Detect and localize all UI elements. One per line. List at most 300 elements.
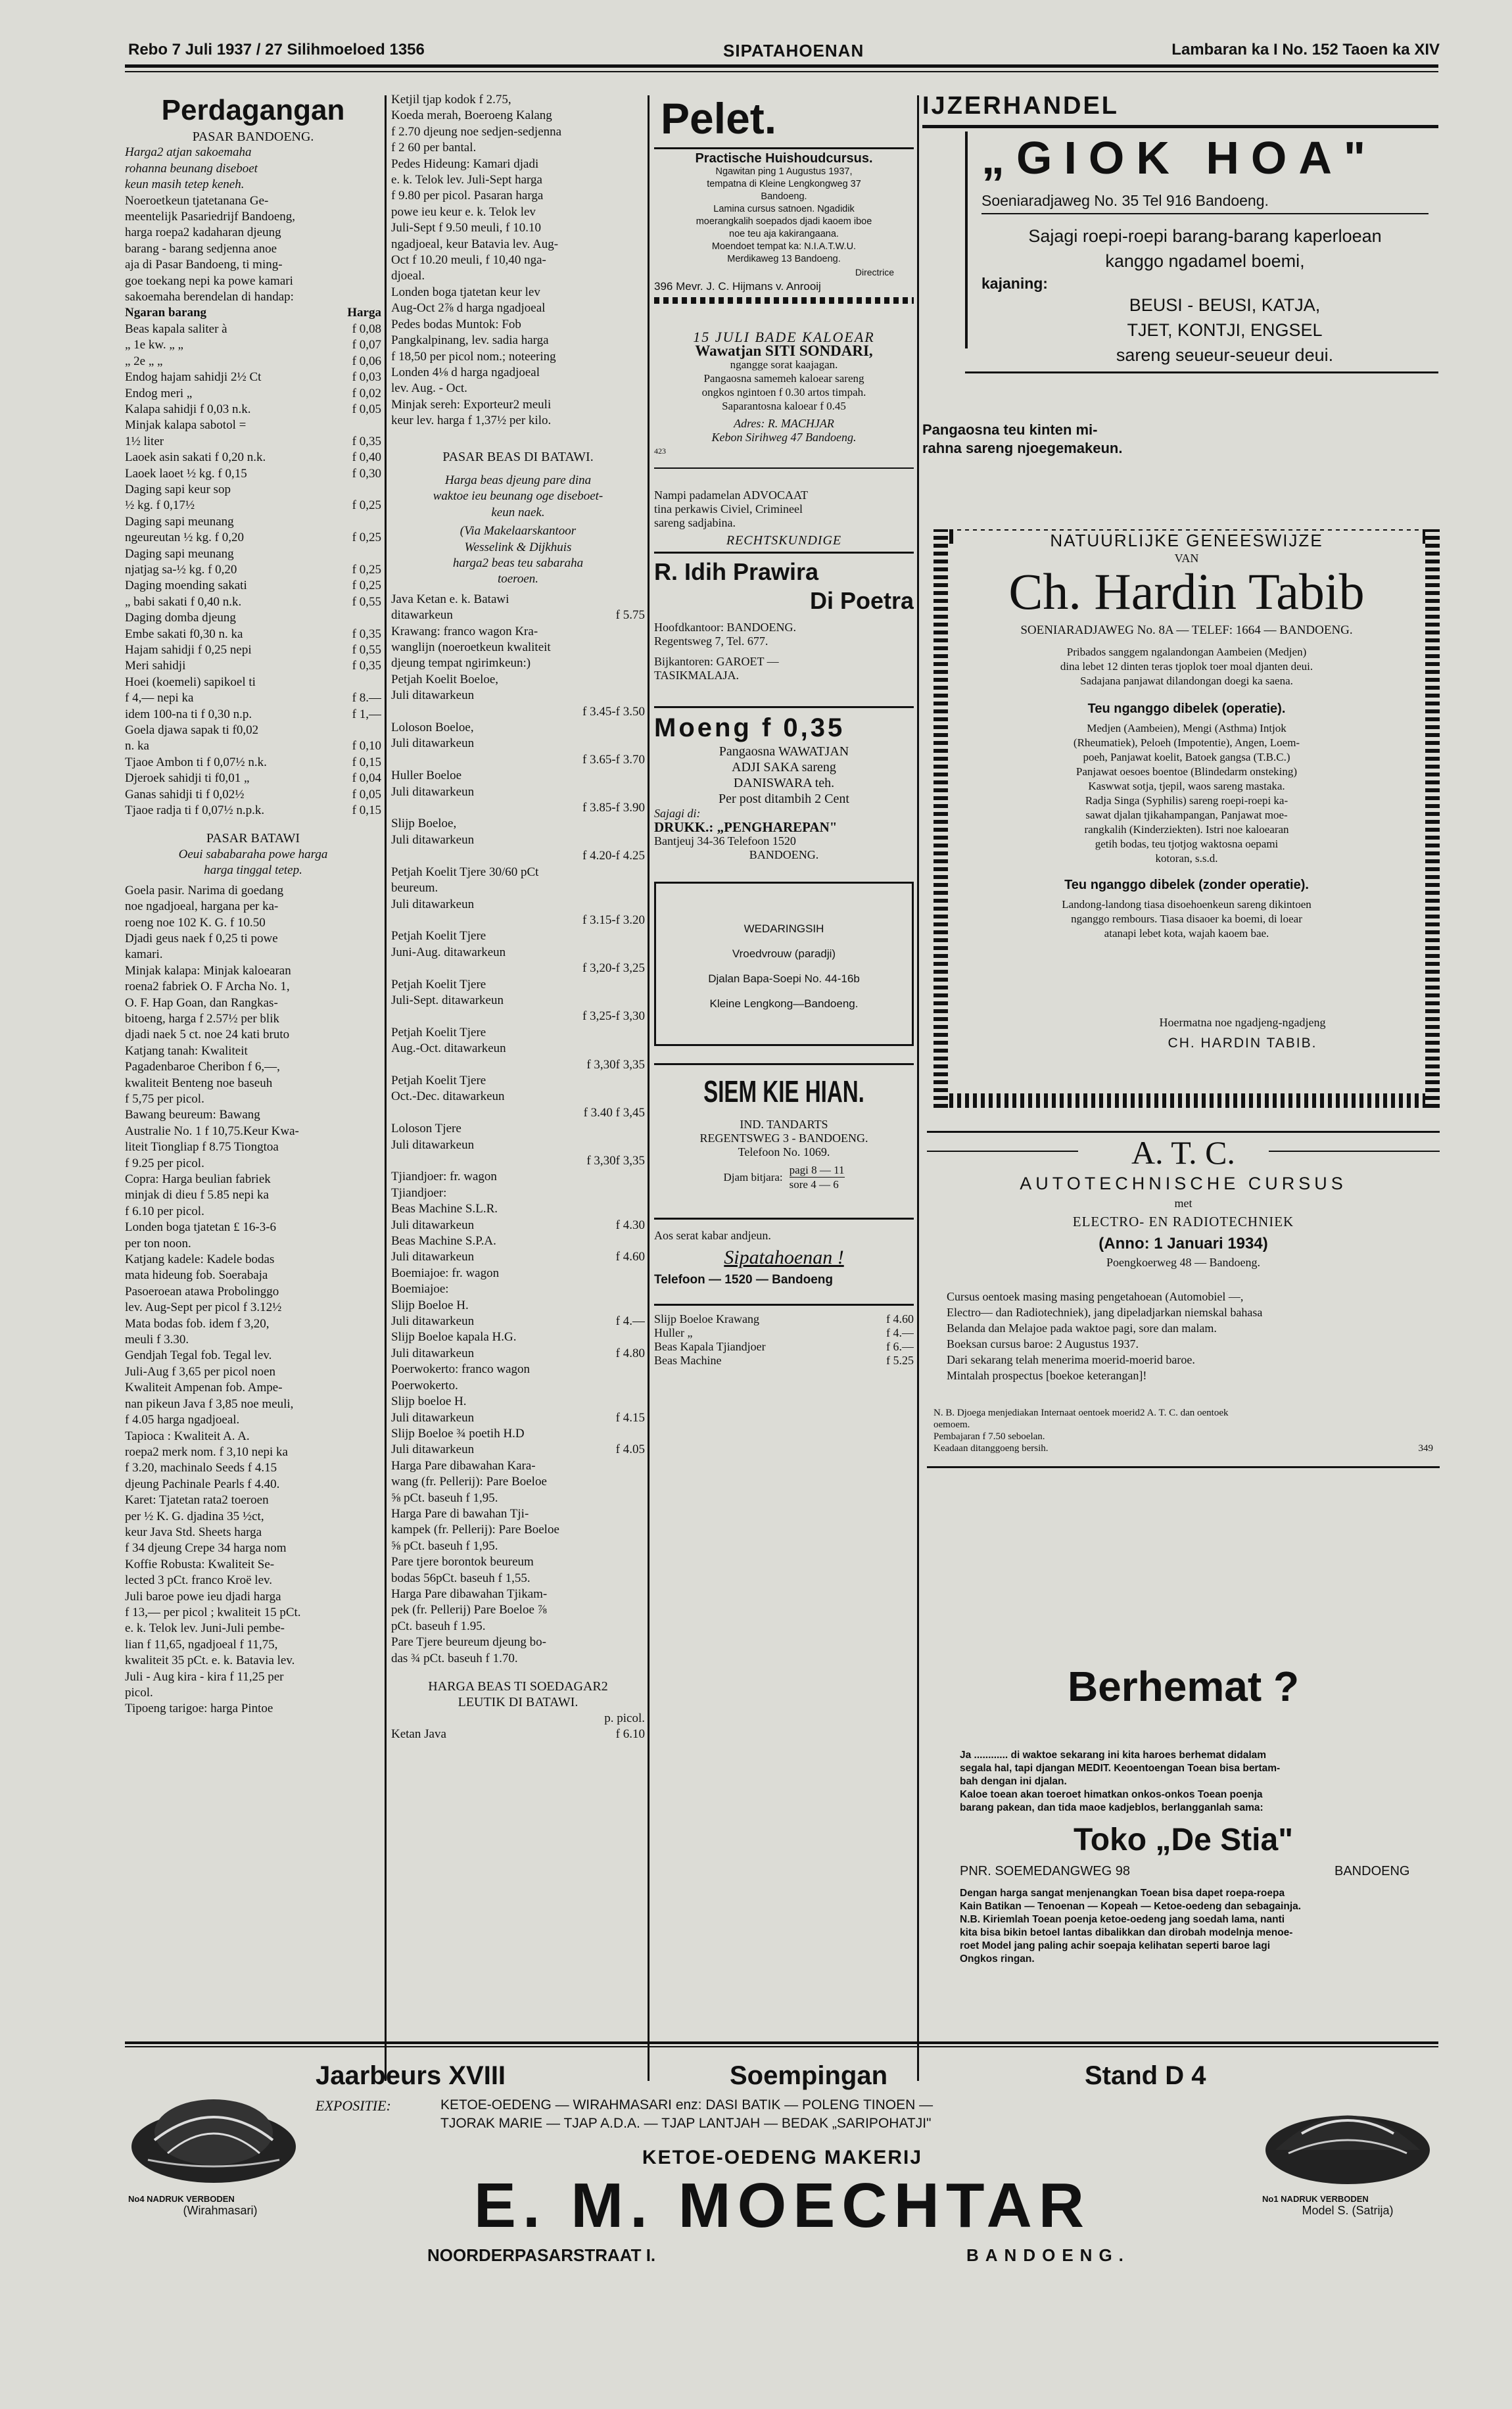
kaloear-line: ngangge sorat kaajagan. <box>730 358 838 371</box>
rice-row <box>391 1025 645 1041</box>
rice-row-label: Harga Pare di bawahan Tji- <box>391 1506 529 1521</box>
price-row-label: Daging sapi meunang <box>125 546 234 561</box>
hardin-line: (Rheumatiek), Peloeh (Impotentie), Angen, Loem- <box>1073 736 1300 749</box>
giok-hoa-line-2: kanggo ngadamel boemi, <box>1105 251 1305 271</box>
pelet-line: Moendoet tempat ka: N.I.A.T.W.U. <box>711 241 857 252</box>
price-row <box>125 803 381 819</box>
rice-row-label: Juli ditawarkeun <box>391 1218 475 1232</box>
rice-row-price: f 5.25 <box>886 1354 914 1367</box>
berhemat-title: Berhemat ? <box>1067 1663 1300 1710</box>
lead-line: Oeui sababaraha powe harga <box>178 847 328 861</box>
rice-row-label: Beas Machine S.L.R. <box>391 1202 498 1216</box>
header-rule-top <box>125 64 1438 68</box>
intro-line: meentelijk Pasariedrijf Bandoeng, <box>125 210 296 224</box>
stand: Stand D 4 <box>1085 2061 1206 2090</box>
hardin-line: getih bodas, teu tjotjog waktosna oepami <box>1095 838 1279 850</box>
divider <box>654 1218 914 1220</box>
column-divider-1 <box>385 95 387 2081</box>
body-line: Koeda merah, Boeroeng Kalang <box>391 108 552 123</box>
toko-footer <box>960 1887 1420 1966</box>
rice-row-label: Petjah Koelit Tjere <box>391 1025 486 1039</box>
body-text <box>125 883 381 1717</box>
rice-row <box>391 1121 645 1137</box>
siem-lines <box>654 1118 914 1159</box>
intro-line: barang - barang sedjenna anoe <box>125 241 277 256</box>
atc-line: Dari sekarang telah menerima moerid-moerid baroe. <box>947 1353 1195 1366</box>
pelet-lines <box>654 166 914 266</box>
body-line: keur lev. harga f 1,37½ per kilo. <box>391 414 552 428</box>
rice-row-label: Juli ditawarkeun <box>391 688 475 703</box>
price-row <box>125 594 381 610</box>
rice-row <box>391 1522 645 1538</box>
pelet-rule <box>654 147 914 149</box>
siem-line: Telefoon No. 1069. <box>738 1145 830 1158</box>
section-subtitle: PASAR BANDOENG. <box>192 130 314 144</box>
atc-note-line: Pembajaran f 7.50 seboelan. <box>933 1431 1045 1442</box>
price-row-label: Tjaoe radja ti f 0,07½ n.p.k. <box>125 803 265 818</box>
divider <box>654 552 914 554</box>
section-subtitle-2: PASAR BATAWI <box>206 831 300 846</box>
body-line: f 6.10 per picol. <box>125 1204 204 1218</box>
divider <box>654 467 914 469</box>
rice-row-price: p. picol. <box>604 1711 645 1725</box>
rice-row-label: Juli ditawarkeun <box>391 1314 475 1329</box>
body-line: Tapioca : Kwaliteit A. A. <box>125 1429 250 1443</box>
makerij: KETOE-OEDENG MAKERIJ <box>642 2147 923 2168</box>
price-row-label: Beas kapala saliter à <box>125 322 227 336</box>
body-line: Katjang kadele: Kadele bodas <box>125 1252 275 1267</box>
kaloear-ad <box>654 330 914 458</box>
atc-elec: ELECTRO- EN RADIOTECHNIEK <box>1072 1214 1294 1229</box>
rice-row <box>391 1458 645 1474</box>
table-header <box>125 305 381 321</box>
body-line: Juli baroe powe ieu djadi harga <box>125 1589 281 1604</box>
atc-title: A. T. C. <box>1131 1134 1235 1171</box>
giok-hoa-ad <box>922 92 1438 477</box>
price-row-label: „ 2e „ „ <box>125 354 163 368</box>
hat-illustration-right <box>1262 2081 1433 2193</box>
rice-row-label: Petjah Koelit Tjere 30/60 pCt <box>391 865 539 879</box>
rice-row <box>391 977 645 993</box>
price-row-label: Endog meri „ <box>125 386 193 400</box>
price-row-price: f 0,04 <box>352 771 381 786</box>
body-line: f 18,50 per picol nom.; noteering <box>391 349 556 364</box>
body-line: Londen 4⅛ d harga ngadjoeal <box>391 365 540 379</box>
siem-title: SIEM KIE HIAN. <box>703 1074 864 1109</box>
divider <box>654 706 914 708</box>
rice-row-label: Petjah Koelit Tjere <box>391 929 486 943</box>
price-row-price: f 1,— <box>352 707 381 721</box>
rice-row-label: Juli ditawarkeun <box>391 832 475 847</box>
rule <box>965 371 1438 373</box>
rule <box>927 1466 1440 1468</box>
kaloear-number: 423 <box>654 446 666 456</box>
berhemat-line: barang pakean, dan tida maoe kadjeblos, berlangganlah sama: <box>960 1802 1264 1813</box>
rice-row-price: f 4.15 <box>615 1410 645 1425</box>
price-row <box>125 337 381 353</box>
price-row <box>125 738 381 754</box>
wedar-line: Vroedvrouw (paradji) <box>732 947 836 960</box>
body-line: lected 3 pCt. franco Kroë lev. <box>125 1573 273 1588</box>
rice-row <box>391 1329 645 1345</box>
rice-row <box>391 1727 645 1742</box>
right-hat-tag: No1 NADRUK VERBODEN <box>1262 2194 1369 2204</box>
rice-row-price: f 4.20-f 4.25 <box>582 849 645 863</box>
body-line: f 5,75 per picol. <box>125 1091 204 1106</box>
price-row-price: f 0,07 <box>352 338 381 352</box>
moeng-title: Moeng f 0,35 <box>654 713 845 742</box>
body-line: ngadjoeal, keur Batavia lev. Aug- <box>391 237 559 251</box>
rice-row <box>391 1586 645 1602</box>
rice-row <box>391 1571 645 1586</box>
intro-line: Noeroetkeun tjatetanana Ge- <box>125 193 269 208</box>
rice-row <box>391 961 645 976</box>
toko-line: Dengan harga sangat menjenangkan Toean bisa dapet roepa-roepa <box>960 1888 1285 1899</box>
body-line: Ketjil tjap kodok f 2.75, <box>391 93 511 107</box>
pelet-name: 396 Mevr. J. C. Hijmans v. Anrooij <box>654 280 821 293</box>
body-line: Londen boga tjatetan keur lev <box>391 285 540 299</box>
body-line: f 4.05 harga ngadjoeal. <box>125 1413 240 1427</box>
berhemat-line: bah dengan ini djalan. <box>960 1776 1067 1787</box>
rice-row-label: Juli ditawarkeun <box>391 1250 475 1264</box>
body-line: Tipoeng tarigoe: harga Pintoe <box>125 1702 273 1716</box>
price-row-price: f 0,06 <box>352 354 381 368</box>
rice-row <box>391 672 645 688</box>
price-row-price: f 0,40 <box>352 450 381 465</box>
body-line: O. F. Hap Goan, dan Rangkas- <box>125 995 278 1010</box>
rice-row <box>391 1378 645 1394</box>
price-row-label: Tjaoe Ambon ti f 0,07½ n.k. <box>125 755 267 769</box>
rice-row <box>391 1634 645 1650</box>
rice-row <box>391 1506 645 1522</box>
moechtar-city: BANDOENG. <box>966 2245 1130 2265</box>
giok-hoa-name: „GIOK HOA" <box>981 132 1378 183</box>
toko-line: Kain Batikan — Tenoenan — Kopeah — Ketoe-oedeng dan sebagainja. <box>960 1901 1302 1912</box>
rice-row <box>391 1266 645 1281</box>
rice-row-label: Petjah Koelit Tjere <box>391 1073 486 1087</box>
issue-number: Lambaran ka I No. 152 Taoen ka XIV <box>1171 41 1440 59</box>
rice-row <box>391 1185 645 1201</box>
rice-row-price: f 5.75 <box>615 608 645 623</box>
siem-hours-morning: pagi 8 — 11 <box>789 1164 845 1176</box>
masthead: SIPATAHOENAN <box>723 41 864 60</box>
rice-row-label: Slijp Boeloe ¾ poetih H.D <box>391 1426 525 1441</box>
price-row <box>125 562 381 578</box>
rice-row <box>391 1362 645 1377</box>
moeng-line: Per post ditambih 2 Cent <box>719 792 849 806</box>
price-row <box>125 417 381 433</box>
rice-row <box>391 1298 645 1314</box>
rechtskundige: RECHTSKUNDIGE <box>726 533 842 548</box>
price-row-label: njatjag sa-½ kg. f 0,20 <box>125 562 237 577</box>
body-line: Oct f 10.20 meuli, f 10,40 nga- <box>391 253 546 268</box>
kaloear-address <box>654 417 914 444</box>
hardin-address: SOENIARADJAWEG No. 8A — TELEF: 1664 — BANDOENG. <box>1020 623 1353 637</box>
rice-row-price: f 4.— <box>615 1314 645 1329</box>
body-line: Djadi geus naek f 0,25 ti powe <box>125 931 278 945</box>
rice-price-list <box>391 592 645 1667</box>
hardin-line: Medjen (Aambeien), Mengi (Asthma) Intjok <box>1087 722 1287 734</box>
rice-row <box>654 1354 914 1368</box>
price-row <box>125 434 381 450</box>
rice-row <box>654 1312 914 1326</box>
lead-text <box>125 145 381 193</box>
lead-line: keun naek. <box>491 505 545 519</box>
price-row <box>125 354 381 370</box>
rice-row <box>391 752 645 768</box>
body-line: picol. <box>125 1686 153 1700</box>
siem-line: REGENTSWEG 3 - BANDOENG. <box>699 1132 868 1145</box>
advokat-line: sareng sadjabina. <box>654 516 736 529</box>
body-line: Pagadenbaroe Cheribon f 6,—, <box>125 1060 280 1074</box>
rice-row-label: Juni-Aug. ditawarkeun <box>391 945 506 959</box>
body-line: Londen boga tjatetan £ 16-3-6 <box>125 1220 277 1235</box>
rice-row-label: Juli ditawarkeun <box>391 784 475 799</box>
rice-row <box>391 1602 645 1618</box>
price-row-price: f 0,15 <box>352 803 381 818</box>
pelet-line: noe teu aja kakirangaana. <box>729 229 839 239</box>
rice-row <box>391 1426 645 1442</box>
body-line: Kwaliteit Ampenan fob. Ampe- <box>125 1381 283 1395</box>
rice-row <box>391 1009 645 1024</box>
wedaringsih-ad <box>654 882 914 1046</box>
rice-row-label: Oct.-Dec. ditawarkeun <box>391 1089 505 1104</box>
hardin-line: Panjawat oesoes boentoe (Blindedarm onsteking) <box>1075 765 1298 778</box>
body-line: lev. Aug. - Oct. <box>391 381 467 396</box>
rule <box>981 213 1429 214</box>
body-line: Pangkalpinang, lev. sadia harga <box>391 333 549 348</box>
atc-body <box>947 1289 1440 1383</box>
moeng-line: Pangaosna WAWATJAN <box>719 744 849 759</box>
rice-row-label: Loloson Tjere <box>391 1122 461 1136</box>
lead-line: rohanna beunang diseboet <box>125 161 258 176</box>
pelet-line: Ngawitan ping 1 Augustus 1937, <box>715 166 853 177</box>
body-line: kwaliteit Benteng noe baseuh <box>125 1076 273 1090</box>
wedaringsih-lines <box>656 917 912 1016</box>
table-header-item: Ngaran barang <box>125 306 207 320</box>
rice-row <box>391 848 645 864</box>
rice-row-price: f 3,25-f 3,30 <box>582 1009 645 1024</box>
moechtar-address: NOORDERPASARSTRAAT I. <box>427 2245 656 2265</box>
rice-row <box>391 1041 645 1057</box>
body-line: e. k. Telok lev. Juli-Sept harga <box>391 173 542 187</box>
rice-row-label: Boemiajoe: <box>391 1282 449 1297</box>
rice-row <box>391 1073 645 1089</box>
giok-hoa-item-2: TJET, KONTJI, ENGSEL <box>1127 320 1323 340</box>
body-line: Koffie Robusta: Kwaliteit Se- <box>125 1557 275 1571</box>
body-line: Copra: Harga beulian fabriek <box>125 1172 271 1186</box>
rice-row-label: Juli-Sept. ditawarkeun <box>391 993 504 1007</box>
toko-address: PNR. SOEMEDANGWEG 98 <box>960 1864 1130 1878</box>
body-line: Australie No. 1 f 10,75.Keur Kwa- <box>125 1124 299 1138</box>
advokat-line: tina perkawis Civiel, Crimineel <box>654 502 803 515</box>
body-line: kamari. <box>125 947 163 962</box>
rice-row-label: pek (fr. Pellerij) Pare Boeloe ⅞ <box>391 1603 547 1617</box>
price-row-label: Daging domba djeung <box>125 611 236 625</box>
price-row-label: Minjak kalapa sabotol = <box>125 418 247 433</box>
berhemat-line: segala hal, tapi djangan MEDIT. Keoentoengan Toean bisa bertam- <box>960 1763 1281 1774</box>
rice-row <box>391 1474 645 1490</box>
price-row-price: f 0,25 <box>352 498 381 513</box>
rice-row <box>391 928 645 944</box>
price-row-label: Daging sapi keur sop <box>125 482 231 496</box>
price-row-label: Endog hajam sahidji 2½ Ct <box>125 370 262 385</box>
rice-row-label: Beas Machine <box>654 1354 722 1367</box>
price-row-label: Djeroek sahidji ti f0,01 „ <box>125 771 250 786</box>
atc-note <box>933 1407 1381 1454</box>
body-line: powe ieu keur e. k. Telok lev <box>391 204 536 219</box>
expositie-line-2: TJORAK MARIE — TJAP A.D.A. — TJAP LANTJAH — BEDAK „SARIPOHATJI" <box>440 2116 932 2131</box>
body-line: lev. Aug-Sept per picol f 3.12½ <box>125 1300 282 1315</box>
top-text <box>391 92 645 429</box>
rice-row-price: f 3,30f 3,35 <box>586 1154 645 1168</box>
atc-line: Mintalah prospectus [boekoe keterangan]! <box>947 1369 1147 1382</box>
hoofd-line: Regentsweg 7, Tel. 677. <box>654 634 768 648</box>
rice-subtitle: PASAR BEAS DI BATAWI. <box>442 449 594 464</box>
price-row-label: „ 1e kw. „ „ <box>125 338 183 352</box>
intro-line: sakoemaha berendelan di handap: <box>125 290 294 304</box>
moechtar-name: E. M. MOECHTAR <box>473 2170 1091 2241</box>
rice-row-label: Ketan Java <box>391 1727 446 1742</box>
price-row <box>125 514 381 530</box>
body-line: kwaliteit 35 pCt. e. k. Batavia lev. <box>125 1654 295 1668</box>
intro-line: harga roepa2 kadaharan djeung <box>125 226 281 240</box>
rice-row <box>391 945 645 961</box>
body-line: Minjak sereh: Exporteur2 meuli <box>391 397 552 412</box>
body-line: f 3.20, machinalo Seeds f 4.15 <box>125 1461 277 1475</box>
via-line: harga2 beas teu sabaraha <box>452 556 584 570</box>
body-line: Mata bodas fob. idem f 3,20, <box>125 1316 270 1331</box>
pelet-line: Lamina cursus satnoen. Ngadidik <box>713 204 855 214</box>
rice-row-label: Krawang: franco wagon Kra- <box>391 624 538 638</box>
price-row <box>125 530 381 546</box>
body-line: mata hideung fob. Soerabaja <box>125 1268 268 1283</box>
rice-row-label: Juli ditawarkeun <box>391 1410 475 1425</box>
hardin-line: rangkalih (Kinderziekten). Istri noe kaloearan <box>1084 823 1289 836</box>
rice-row <box>391 1538 645 1554</box>
rice-row <box>391 656 645 671</box>
rice-row-label: pCt. baseuh f 1.95. <box>391 1619 486 1633</box>
rice-row <box>391 993 645 1009</box>
body-line: Goela pasir. Narima di goedang <box>125 883 284 897</box>
toko-line: kita bisa bikin betoel lantas dibalikkan dan dirobah modelnja menoe- <box>960 1927 1293 1938</box>
pelet-line: moerangkalih soepados djadi kaoem iboe <box>696 216 872 227</box>
berhemat-ad <box>927 1644 1440 2071</box>
pelet-title: Pelet. <box>661 94 777 143</box>
berhemat-line: Ja ............ di waktoe sekarang ini kita haroes berhemat didalam <box>960 1750 1267 1761</box>
body-line: Juli-Aug f 3,65 per picol noen <box>125 1364 276 1379</box>
price-row <box>125 771 381 786</box>
body-line: Juli-Sept f 9.50 meuli, f 10.10 <box>391 221 541 235</box>
body-line: djoeal. <box>391 269 425 283</box>
rice-row <box>391 1651 645 1667</box>
rice-row <box>391 865 645 880</box>
body-line: Pedes Hideung: Kamari djadi <box>391 156 539 171</box>
price-row-label: Laoek laoet ½ kg. f 0,15 <box>125 466 247 481</box>
price-row <box>125 386 381 402</box>
rice-row <box>391 592 645 608</box>
header-rule-bottom <box>125 71 1438 72</box>
rice-row <box>391 1554 645 1570</box>
rice-row <box>391 688 645 704</box>
pelet-directrice: Directrice <box>855 267 894 277</box>
hardin-sign-1: Hoermatna noe ngadjeng-ngadjeng <box>1159 1016 1326 1029</box>
rice-row-label: Aug.-Oct. ditawarkeun <box>391 1041 506 1056</box>
rice-row-label: Juli ditawarkeun <box>391 897 475 911</box>
rice-row-label: Huller Boeloe <box>391 769 462 783</box>
divider <box>654 1304 914 1306</box>
issue-date: Rebo 7 Juli 1937 / 27 Silihmoeloed 1356 <box>128 41 425 59</box>
atc-note-line: N. B. Djoega menjediakan Internaat oentoek moerid2 A. T. C. dan oentoek <box>933 1408 1229 1418</box>
rice-row-price: f 4.60 <box>886 1312 914 1325</box>
atc-subtitle: AUTOTECHNISCHE CURSUS <box>1020 1174 1347 1193</box>
atc-line: Electro— dan Radiotechniek), jang dipeladjarkan niemskal bahasa <box>947 1306 1263 1319</box>
small-trader-subtitle <box>391 1679 645 1711</box>
body-line: roepa2 merk nom. f 3,10 nepi ka <box>125 1444 288 1459</box>
kaloear-address-line: Adres: R. MACHJAR <box>734 417 834 430</box>
soempingan: Soempingan <box>730 2061 888 2090</box>
rice-row-label: Loloson Boeloe, <box>391 721 474 735</box>
rice-row <box>391 784 645 800</box>
price-row-label: n. ka <box>125 739 149 753</box>
body-line: Bawang beureum: Bawang <box>125 1108 260 1122</box>
hardin-line: Pribados sanggem ngalandongan Aambeien (Medjen) <box>1066 646 1307 658</box>
rice-row-price: f 6.10 <box>615 1727 645 1742</box>
body-line: Pasoeroean atawa Probolinggo <box>125 1284 279 1299</box>
left-hat-model: (Wirahmasari) <box>183 2204 258 2217</box>
rice-row <box>391 897 645 913</box>
rice-row-label: Poerwokerto: franco wagon <box>391 1362 531 1377</box>
price-row-price: f 0,03 <box>352 370 381 385</box>
rice-row-label: djeung tempat ngirimkeun:) <box>391 656 531 671</box>
expositie-line-1: KETOE-OEDENG — WIRAHMASARI enz: DASI BATIK — POLENG TINOEN — <box>440 2097 933 2112</box>
price-row-label: ngeureutan ½ kg. f 0,20 <box>125 531 244 545</box>
price-row-price: f 0,55 <box>352 594 381 609</box>
hardin-line: atanapi lebet kota, wajah kaoem bae. <box>1104 927 1269 940</box>
atc-line: Boeksan cursus baroe: 2 Augustus 1937. <box>947 1337 1139 1350</box>
column-ads <box>654 92 914 2078</box>
rice-via <box>391 523 645 588</box>
rice-row-price: f 4.60 <box>615 1250 645 1264</box>
rice-row <box>391 1711 645 1727</box>
rice-row <box>391 624 645 640</box>
lead-line: Harga2 atjan sakoemaha <box>125 145 252 160</box>
atc-line: Cursus oentoek masing masing pengetahoean (Automobiel —, <box>947 1290 1244 1303</box>
atc-note-line: Keadaan ditanggoeng bersih. <box>933 1443 1049 1454</box>
hardin-line: Radja Singa (Syphilis) sareng roepi-roepi ka- <box>1085 794 1288 807</box>
rice-prices-continued <box>654 1312 914 1368</box>
price-row-label: Ganas sahidji ti f 0,02½ <box>125 787 245 801</box>
body-line: djeung Pachinale Pearls f 4.40. <box>125 1477 280 1491</box>
hardin-line: Kaswwat sotja, tjepil, waos sareng mastaka. <box>1088 780 1285 792</box>
rice-row <box>391 1314 645 1329</box>
rice-row <box>391 913 645 928</box>
ornament-border <box>933 529 948 1108</box>
giok-hoa-address: Soeniaradjaweg No. 35 Tel 916 Bandoeng. <box>981 192 1269 209</box>
price-row-label: Daging moending sakati <box>125 579 247 593</box>
rice-row <box>391 1281 645 1297</box>
giok-hoa-kajaning: kajaning: <box>981 275 1048 292</box>
rule <box>927 1131 1440 1133</box>
price-row-price: f 0,35 <box>352 627 381 641</box>
price-row <box>125 402 381 417</box>
price-row-price: f 0,02 <box>352 386 381 400</box>
price-row-label: Hajam sahidji f 0,25 nepi <box>125 643 252 657</box>
rice-row <box>391 880 645 896</box>
sipatahoenan-ad <box>654 1229 914 1287</box>
body-line: Minjak kalapa: Minjak kaloearan <box>125 963 291 978</box>
siem-hours-label: Djam bitjara: <box>723 1171 783 1183</box>
